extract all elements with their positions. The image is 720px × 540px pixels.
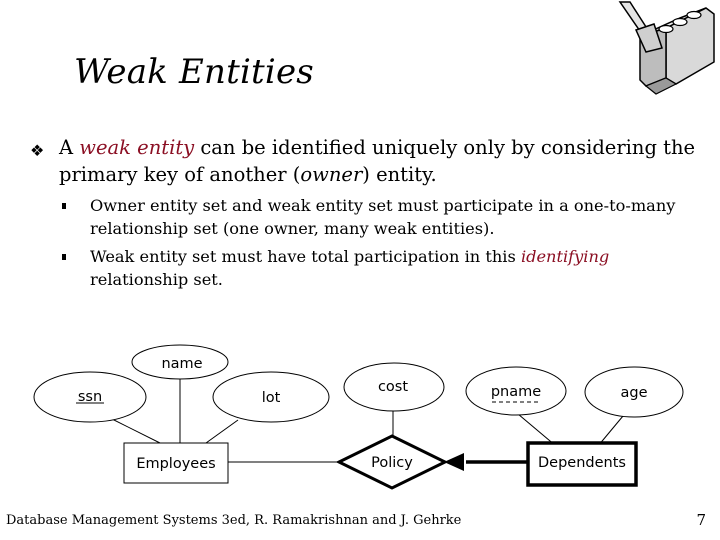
entity-dependents-label: Dependents: [538, 455, 626, 471]
footer-citation: Database Management Systems 3ed, R. Ramakrishnan and J. Gehrke: [6, 513, 462, 528]
slide-title: Weak Entities: [74, 52, 314, 92]
lot-connector: [206, 420, 238, 443]
pname-connector: [518, 414, 556, 446]
sub-bullet-2-text: Weak entity set must have total participation in this identifying relationship set.: [90, 247, 610, 289]
diamond-bullet-icon: ❖: [30, 141, 45, 160]
entity-employees-label: Employees: [136, 456, 216, 472]
weak-entity-term: weak entity: [79, 136, 195, 159]
attr-pname-label: pname: [490, 384, 542, 400]
identifying-term: identifying: [520, 247, 610, 266]
attr-ssn-label: ssn: [77, 389, 103, 405]
relationship-policy-label: Policy: [371, 455, 413, 471]
attr-cost-label: cost: [377, 379, 409, 395]
owner-term: owner: [300, 163, 363, 186]
attr-lot-label: lot: [261, 390, 281, 406]
attr-name-label: name: [161, 356, 203, 372]
page-number: 7: [696, 511, 706, 529]
sub-bullet-1-text: Owner entity set and weak entity set must participate in a one-to-many relationship set (one owner, many weak entities).: [90, 196, 676, 238]
main-bullet-text: A weak entity can be identified uniquely only by considering the primary key of another (owner) entity.: [59, 136, 696, 186]
ssn-connector: [110, 418, 160, 443]
attr-age-label: age: [620, 385, 648, 401]
